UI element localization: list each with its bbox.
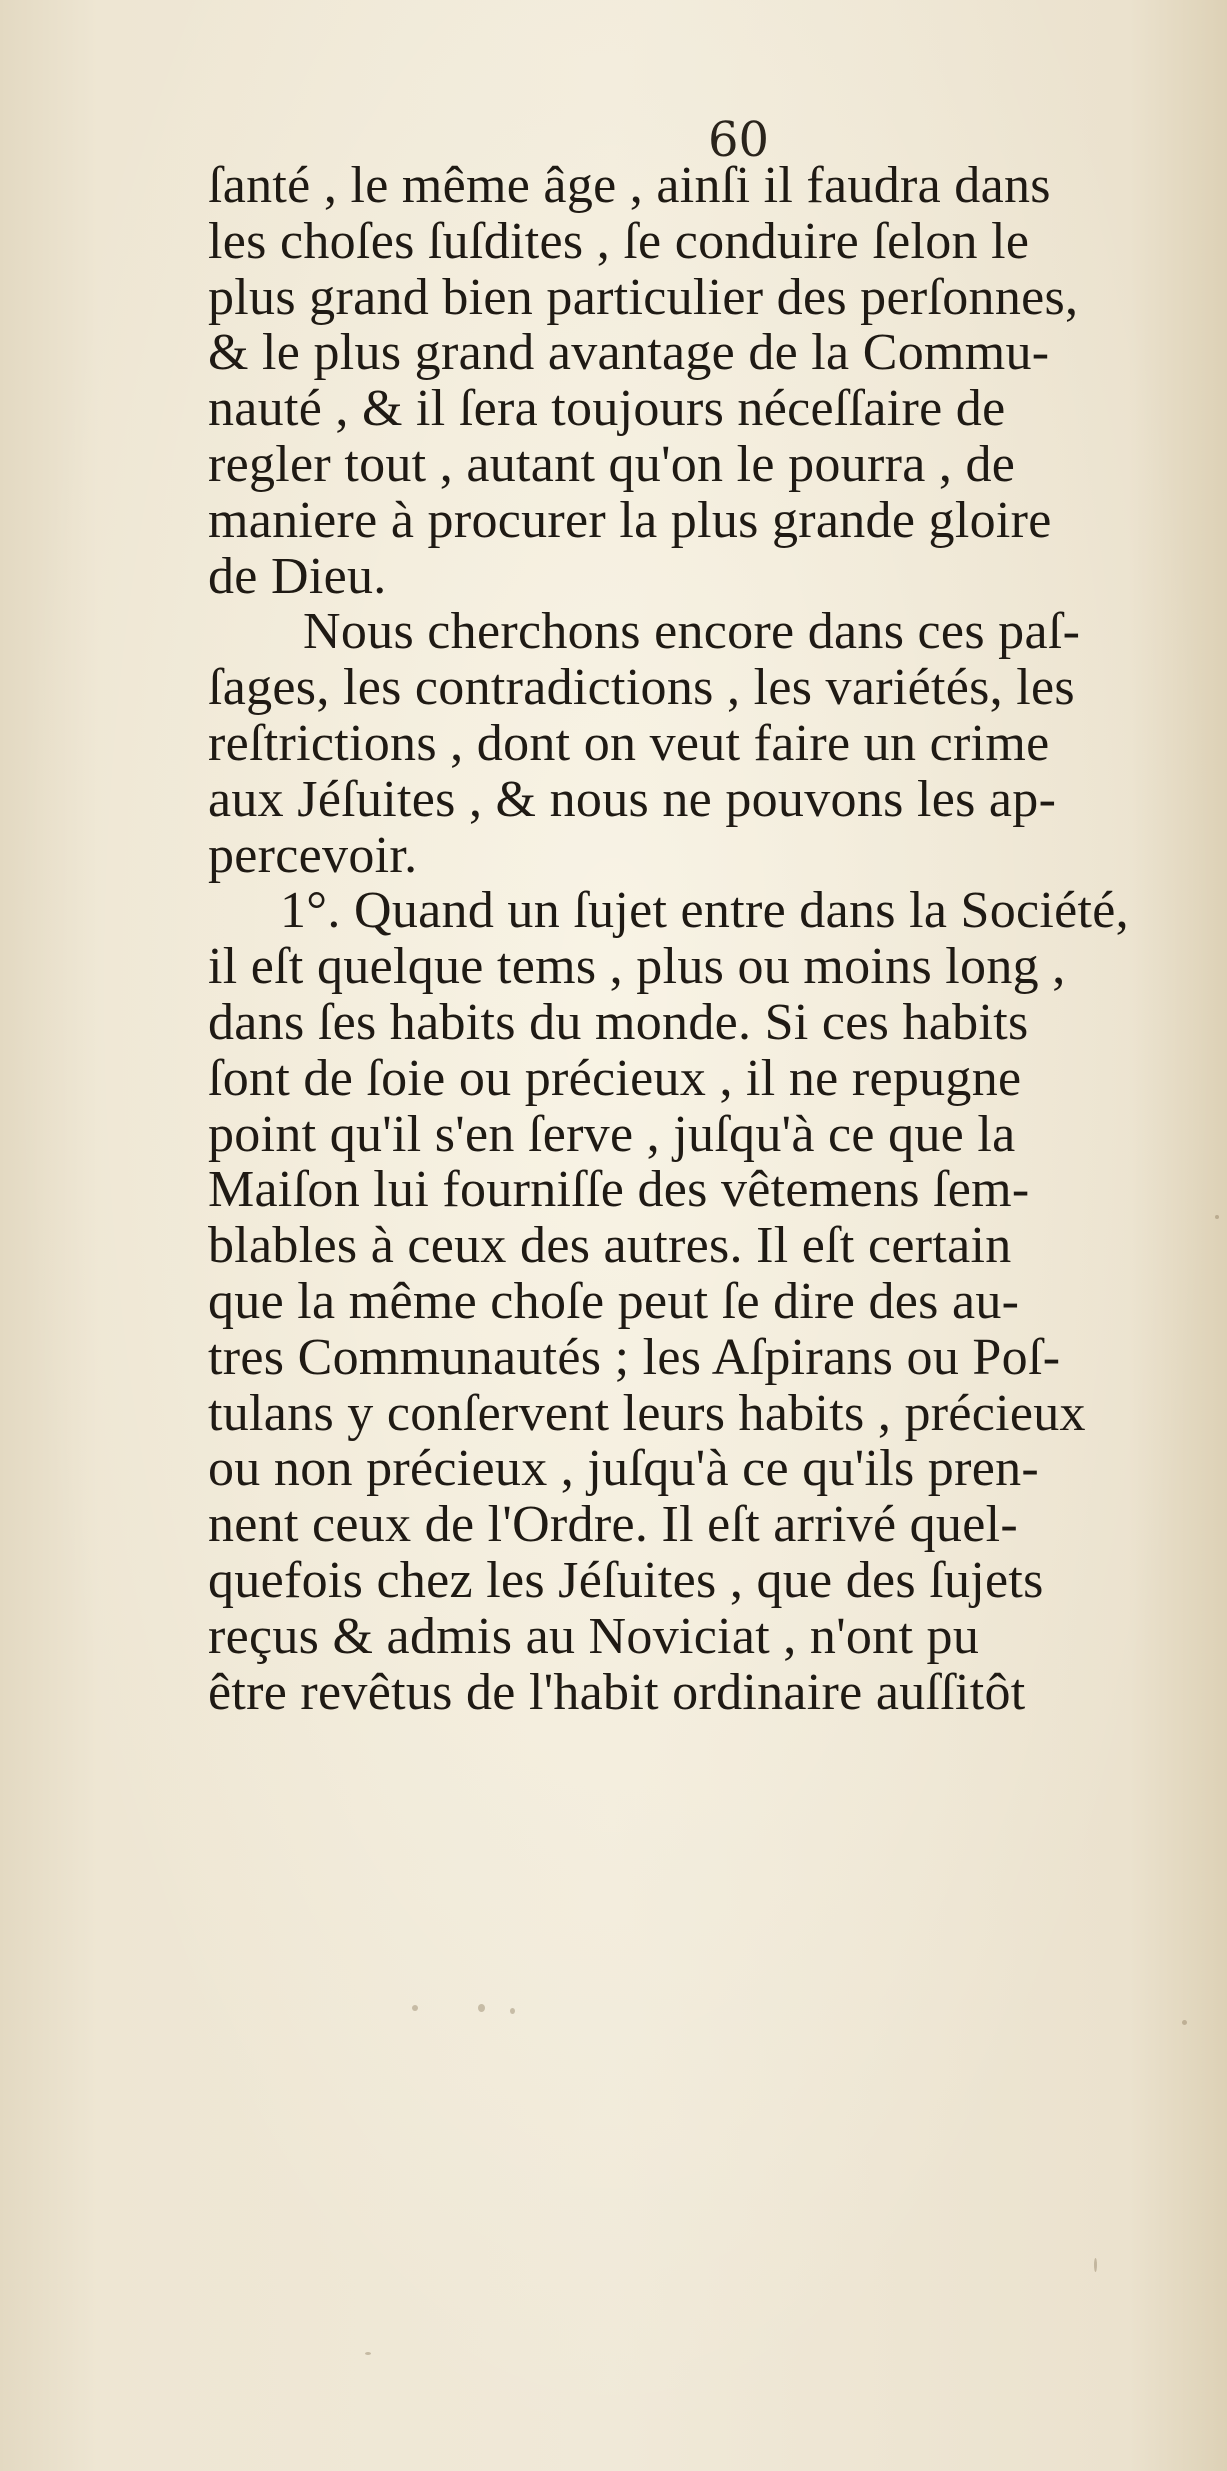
text-line: reçus & admis au Noviciat , n'ont pu	[208, 1607, 980, 1665]
body-text	[208, 158, 1208, 1720]
text-line: ſanté , le même âge , ainſi il faudra dans	[208, 157, 1051, 214]
page-number: 60	[708, 112, 770, 168]
text-line: Maiſon lui fourniſſe des vêtemens ſem-	[208, 1161, 1030, 1219]
text-line: & le plus grand avantage de la Commu-	[208, 324, 1050, 382]
text-line: regler tout , autant qu'on le pourra , de	[208, 435, 1016, 493]
text-line: quefois chez les Jéſuites , que des ſujets	[208, 1551, 1044, 1609]
text-line: de Dieu.	[208, 547, 387, 605]
paragraph-start: Nous cherchons encore dans ces paſ-	[303, 603, 1081, 661]
text-line: il eſt quelque tems , plus ou moins long ,	[208, 938, 1066, 996]
text-line: aux Jéſuites , & nous ne pouvons les ap-	[208, 770, 1057, 828]
text-line: être revêtus de l'habit ordinaire auſſitôt	[208, 1663, 1026, 1721]
text-line: plus grand bien particulier des perſonnes,	[208, 268, 1079, 326]
text-line: blables à ceux des autres. Il eſt certain	[208, 1217, 1012, 1275]
text-line: point qu'il s'en ſerve , juſqu'à ce que la	[208, 1105, 1016, 1163]
text-line: maniere à procurer la plus grande gloire	[208, 491, 1052, 549]
text-line: tulans y conſervent leurs habits , précieux	[208, 1384, 1086, 1442]
text-line: ſages, les contradictions , les variétés, les	[208, 659, 1075, 717]
text-line: nauté , & il ſera toujours néceſſaire de	[208, 380, 1006, 438]
text-line: percevoir.	[208, 826, 418, 884]
text-line: reſtrictions , dont on veut faire un crime	[208, 714, 1050, 772]
text-line: dans ſes habits du monde. Si ces habits	[208, 993, 1029, 1051]
paragraph-start: 1°. Quand un ſujet entre dans la Société,	[280, 882, 1129, 940]
text-line: que la même choſe peut ſe dire des au-	[208, 1272, 1020, 1330]
text-line: tres Communautés ; les Aſpirans ou Poſ-	[208, 1328, 1061, 1386]
text-line: nent ceux de l'Ordre. Il eſt arrivé quel-	[208, 1496, 1018, 1554]
text-line: ſont de ſoie ou précieux , il ne repugne	[208, 1049, 1022, 1107]
text-line: ou non précieux , juſqu'à ce qu'ils pren-	[208, 1440, 1040, 1498]
text-line: les choſes ſuſdites , ſe conduire ſelon le	[208, 212, 1030, 270]
